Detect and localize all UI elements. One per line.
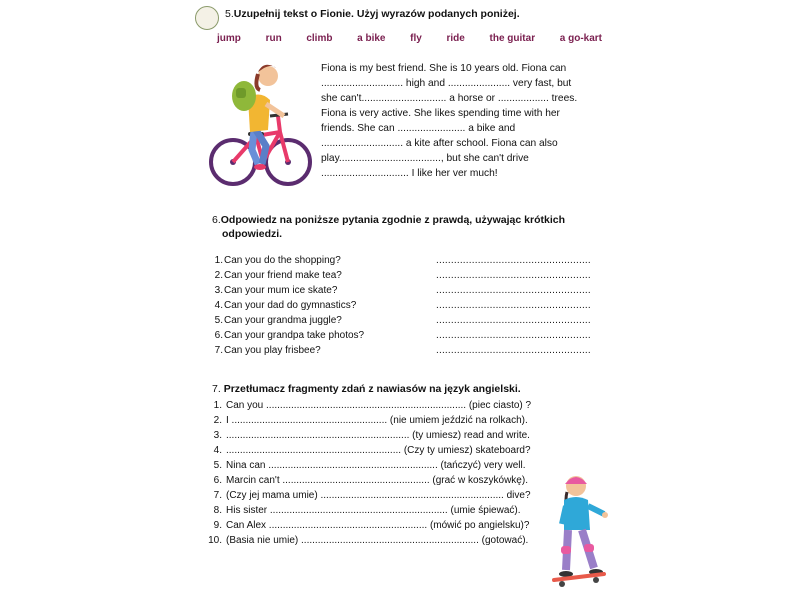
sentence-number: 3. [213,430,222,441]
sentence-text: Can you ........................................................................ (piec ciasto) ? [226,400,532,411]
sentence-row [208,400,568,415]
story-line: ............................... I like her ver much! [321,168,498,179]
sentence-row [208,505,568,520]
sentence-number: 8. [213,505,222,516]
sentence-text: (Czy jej mama umie) .................................................................. dive? [226,490,531,501]
story-line: ............................. a kite after school. Fiona can also [321,138,558,149]
sentence-text: Marcin can't ..................................................... (grać w koszykówkę). [226,475,528,486]
answer-line: .................................................... [436,255,591,266]
girl-on-skateboard-illustration [548,470,610,592]
exercise-5-number: 5. [225,8,234,20]
exercise-7-title [212,383,521,395]
question-row [212,285,592,300]
word-bank-item: fly [410,33,422,44]
story-line: play...................................., but she can't drive [321,153,529,164]
question-text: Can you do the shopping? [224,255,341,266]
sentence-text: I ........................................................ (nie umiem jeździć na rolkach). [226,415,528,426]
sentence-number: 4. [213,445,222,456]
story-line: ............................. high and ...................... very fast, but [321,78,572,89]
word-bank-item: the guitar [489,33,536,44]
exercise-5-instruction: Uzupełnij tekst o Fionie. Użyj wyrazów podanych poniżej. [233,8,520,20]
question-row [212,330,592,345]
word-bank-item: ride [446,33,465,44]
question-number: 2. [214,270,223,281]
exercise-7-sentences [208,400,568,550]
exercise-6-instruction-cont: odpowiedzi. [222,228,283,240]
question-text: Can you play frisbee? [224,345,321,356]
word-bank-item: jump [217,33,241,44]
question-number: 6. [214,330,223,341]
fiona-story-text [321,61,601,181]
story-line: Fiona is my best friend. She is 10 years old. Fiona can [321,63,567,74]
question-row [212,270,592,285]
story-line: Fiona is very active. She likes spending time with her [321,108,560,119]
sentence-row [208,415,568,430]
question-row [212,345,592,360]
answer-line: .................................................... [436,285,591,296]
sentence-text: Nina can ............................................................. (tańczyć) very well. [226,460,526,471]
sentence-text: ............................................................... (Czy ty umiesz) skateboard? [226,445,531,456]
word-bank-item: climb [306,33,333,44]
word-bank [217,33,602,44]
sentence-number: 5. [213,460,222,471]
logo-badge [195,6,219,30]
sentence-text: His sister ................................................................ (umie śpiewać). [226,505,521,516]
sentence-number: 10. [208,535,222,546]
question-number: 4. [214,300,223,311]
sentence-number: 1. [213,400,222,411]
sentence-row [208,490,568,505]
word-bank-item: a bike [357,33,386,44]
sentence-row [208,460,568,475]
sentence-number: 7. [213,490,222,501]
story-line: she can't.............................. a horse or .................. trees. [321,93,578,104]
question-number: 1. [214,255,223,266]
question-text: Can your grandma juggle? [224,315,342,326]
question-text: Can your grandpa take photos? [224,330,365,341]
sentence-text: (Basia nie umie) ................................................................ (gotować). [226,535,529,546]
sentence-row [208,430,568,445]
word-bank-item: run [265,33,282,44]
answer-line: .................................................... [436,345,591,356]
question-number: 5. [214,315,223,326]
sentence-row [208,520,568,535]
exercise-6-instruction: Odpowiedz na poniższe pytania zgodnie z prawdą, używając krótkich [220,214,565,226]
exercise-7-instruction: Przetłumacz fragmenty zdań z nawiasów na język angielski. [223,383,521,395]
word-bank-item: a go-kart [559,33,602,44]
question-row [212,315,592,330]
exercise-6-title [212,213,565,241]
question-text: Can your dad do gymnastics? [224,300,357,311]
sentence-row [208,445,568,460]
sentence-row [208,475,568,490]
sentence-text: Can Alex ......................................................... (mówić po angielsku)? [226,520,530,531]
answer-line: .................................................... [436,330,591,341]
exercise-7-number: 7. [212,383,221,395]
exercise-6-questions [212,255,592,360]
sentence-number: 9. [213,520,222,531]
question-number: 3. [214,285,223,296]
answer-line: .................................................... [436,315,591,326]
sentence-number: 2. [213,415,222,426]
exercise-5-title [225,8,520,20]
question-number: 7. [214,345,223,356]
sentence-text: .................................................................. (ty umiesz) read and write. [226,430,530,441]
sentence-row [208,535,568,550]
question-text: Can your mum ice skate? [224,285,338,296]
question-row [212,255,592,270]
answer-line: .................................................... [436,270,591,281]
answer-line: .................................................... [436,300,591,311]
girl-on-bike-illustration [208,54,318,194]
sentence-number: 6. [213,475,222,486]
exercise-6-number: 6. [212,214,221,226]
story-line: friends. She can ........................ a bike and [321,123,516,134]
question-text: Can your friend make tea? [224,270,342,281]
question-row [212,300,592,315]
